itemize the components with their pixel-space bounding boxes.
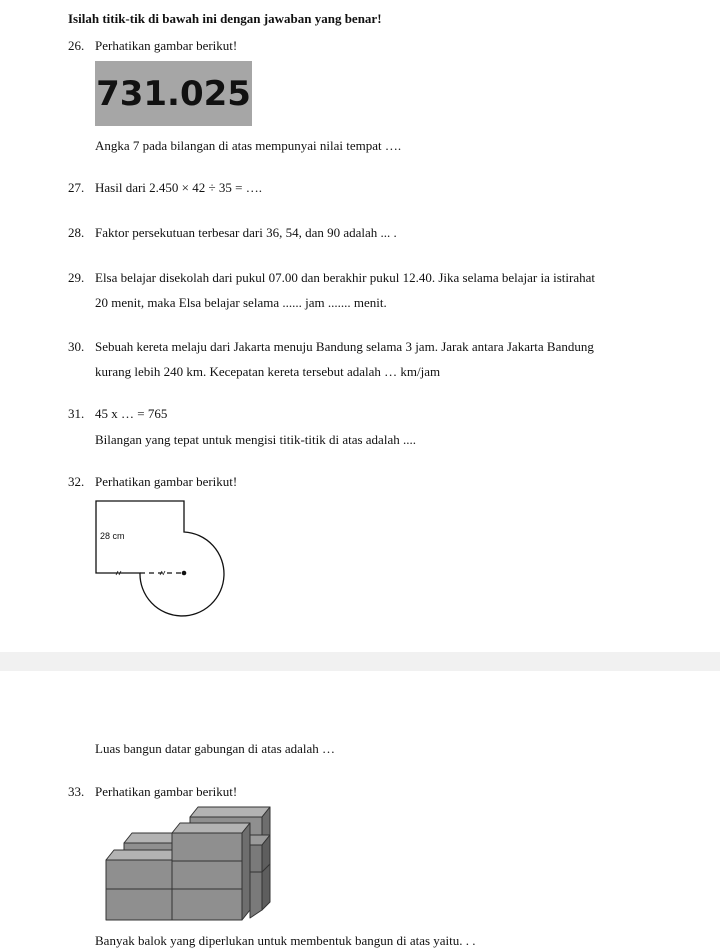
question-32-prompt: Luas bangun datar gabungan di atas adalah … <box>95 741 336 756</box>
question-28-number: 28. <box>68 225 85 240</box>
block-stack <box>106 807 270 920</box>
question-29-number: 29. <box>68 270 85 285</box>
question-26-number-figure: 731.025 <box>95 61 252 126</box>
question-26-text: Perhatikan gambar berikut! <box>95 38 238 53</box>
question-33-text: Perhatikan gambar berikut! <box>95 784 238 799</box>
question-29-text-line2: 20 menit, maka Elsa belajar selama ...... jam ....... menit. <box>95 295 387 310</box>
question-26-prompt: Angka 7 pada bilangan di atas mempunyai nilai tempat …. <box>95 138 402 153</box>
side-length-label: 28 cm <box>100 531 125 541</box>
instruction-heading: Isilah titik-tik di bawah ini dengan jawaban yang benar! <box>68 11 382 26</box>
question-31-number: 31. <box>68 406 85 421</box>
question-28-text: Faktor persekutuan terbesar dari 36, 54, dan 90 adalah ... . <box>95 225 397 240</box>
question-30-text-line1: Sebuah kereta melaju dari Jakarta menuju Bandung selama 3 jam. Jarak antara Jakarta Bandung <box>95 339 594 354</box>
question-32-text: Perhatikan gambar berikut! <box>95 474 238 489</box>
question-30-number: 30. <box>68 339 85 354</box>
question-32-number: 32. <box>68 474 85 489</box>
question-27-text: Hasil dari 2.450 × 42 ÷ 35 = …. <box>95 180 262 195</box>
question-27-number: 27. <box>68 180 85 195</box>
question-26-number: 26. <box>68 38 85 53</box>
question-30-text-line2: kurang lebih 240 km. Kecepatan kereta tersebut adalah … km/jam <box>95 364 441 379</box>
question-31-prompt: Bilangan yang tepat untuk mengisi titik-titik di atas adalah .... <box>95 432 416 447</box>
question-33-prompt: Banyak balok yang diperlukan untuk membentuk bangun di atas yaitu. . . <box>95 933 476 948</box>
question-29-text-line1: Elsa belajar disekolah dari pukul 07.00 dan berakhir pukul 12.40. Jika selama belajar ia istirahat <box>95 270 595 285</box>
question-31-equation: 45 x … = 765 <box>95 406 168 421</box>
question-33-number: 33. <box>68 784 85 799</box>
